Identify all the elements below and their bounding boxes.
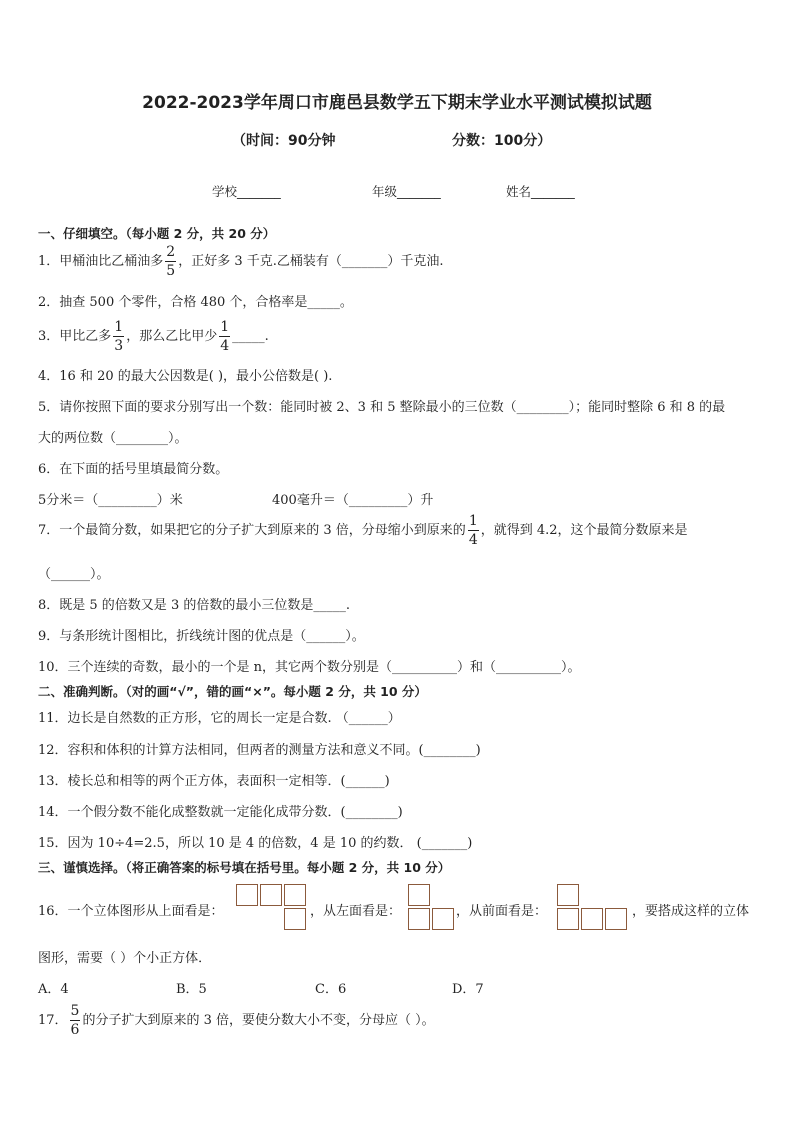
question-10: 10．三个连续的奇数，最小的一个是 n，其它两个数分别是（__________）和（__________）。 — [38, 660, 581, 675]
question-16-text-b: ，从左面看是： — [310, 904, 402, 919]
question-4: 4．16 和 20 的最大公因数是( )，最小公倍数是( ). — [38, 369, 333, 384]
question-1-text-b: ，正好多 3 千克.乙桶装有（_______）千克油. — [178, 254, 444, 269]
exam-score: 分数：100分） — [452, 133, 552, 149]
cube-square — [260, 884, 282, 906]
question-14: 14．一个假分数不能化成整数就一定能化成带分数．(________) — [38, 805, 403, 820]
fraction-1-4 — [219, 320, 230, 353]
fraction-2-5 — [165, 245, 176, 278]
question-5-line-1: 5．请你按照下面的要求分别写出一个数：能同时被 2、3 和 5 整除最小的三位数（________）；能同时整除 6 和 8 的最 — [38, 400, 726, 415]
section-3-heading: 三、谨慎选择。（将正确答案的标号填在括号里。每小题 2 分，共 10 分） — [38, 860, 451, 875]
cube-square — [432, 908, 454, 930]
question-13: 13．棱长总和相等的两个正方体，表面积一定相等．(______) — [38, 774, 390, 789]
question-17-text-a: 17． — [38, 1013, 68, 1028]
section-2-heading: 二、准确判断。（对的画“√”，错的画“×”。每小题 2 分，共 10 分） — [38, 684, 427, 699]
fraction-numerator: 5 — [70, 1003, 80, 1019]
question-7-text-b: ，就得到 4.2，这个最简分数原来是 — [480, 523, 688, 538]
question-3-text-c: _____. — [232, 329, 269, 344]
question-11: 11．边长是自然数的正方形，它的周长一定是合数. （______） — [38, 711, 401, 726]
question-12: 12．容积和体积的计算方法相同，但两者的测量方法和意义不同。(________) — [38, 743, 481, 758]
option-a: A．4 — [38, 982, 69, 997]
left-view-figure — [408, 884, 456, 932]
question-16-text-d: ，要搭成这样的立体 — [632, 904, 750, 919]
question-1-text-a: 1．甲桶油比乙桶油多 — [38, 254, 164, 269]
option-b: B．5 — [176, 982, 207, 997]
option-c: C．6 — [315, 982, 347, 997]
question-16-text-a: 16．一个立体图形从上面看是： — [38, 904, 224, 919]
cube-square — [581, 908, 603, 930]
fraction-numerator: 1 — [114, 319, 124, 335]
fraction-denominator: 6 — [70, 1022, 80, 1038]
question-3-text-a: 3．甲比乙多 — [38, 329, 112, 344]
cube-square — [408, 908, 430, 930]
question-6-part-a: 5分米＝（_________）米 — [38, 493, 183, 508]
fraction-numerator: 2 — [166, 244, 176, 260]
page-title: 2022-2023学年周口市鹿邑县数学五下期末学业水平测试模拟试题 — [142, 93, 652, 113]
option-d: D．7 — [452, 982, 484, 997]
exam-time: （时间：90分钟 — [232, 133, 336, 149]
question-5-line-2: 大的两位数（________）。 — [38, 431, 188, 446]
cube-square — [557, 884, 579, 906]
cube-square — [236, 884, 258, 906]
question-15: 15．因为 10÷4=2.5，所以 10 是 4 的倍数，4 是 10 的约数． (_______) — [38, 836, 473, 851]
question-8: 8．既是 5 的倍数又是 3 的倍数的最小三位数是_____. — [38, 598, 350, 613]
question-2: 2．抽查 500 个零件，合格 480 个，合格率是_____。 — [38, 295, 353, 310]
section-1-heading: 一、仔细填空。（每小题 2 分，共 20 分） — [38, 226, 276, 241]
question-3-text-b: ，那么乙比甲少 — [126, 329, 218, 344]
fraction-1-3 — [113, 320, 124, 353]
question-7-text-a: 7．一个最简分数，如果把它的分子扩大到原来的 3 倍，分母缩小到原来的 — [38, 523, 466, 538]
question-16-text-c: ，从前面看是： — [456, 904, 548, 919]
school-field: 学校_______ — [212, 184, 281, 199]
question-1 — [38, 245, 444, 278]
question-7-line-2: （______）。 — [38, 567, 110, 582]
grade-field: 年级_______ — [372, 184, 441, 199]
cube-square — [408, 884, 430, 906]
question-16-text-e: 图形，需要（ ）个小正方体． — [38, 951, 212, 966]
cube-square — [557, 908, 579, 930]
front-view-figure — [557, 884, 629, 932]
fraction-1-4 — [468, 514, 479, 547]
fraction-numerator: 1 — [468, 513, 478, 529]
fraction-denominator: 4 — [468, 532, 478, 548]
cube-square — [605, 908, 627, 930]
top-view-figure — [236, 884, 308, 932]
question-9: 9．与条形统计图相比，折线统计图的优点是（______）。 — [38, 629, 365, 644]
cube-square — [284, 884, 306, 906]
name-field: 姓名_______ — [506, 184, 575, 199]
fraction-denominator: 3 — [114, 338, 124, 354]
question-3 — [38, 320, 269, 353]
question-17 — [38, 1004, 435, 1037]
cube-square — [284, 908, 306, 930]
fraction-numerator: 1 — [220, 319, 230, 335]
fraction-denominator: 4 — [220, 338, 230, 354]
fraction-denominator: 5 — [166, 263, 176, 279]
question-6-part-b: 400毫升＝（_________）升 — [272, 493, 434, 508]
question-7-line-1 — [38, 514, 688, 547]
question-17-text-b: 的分子扩大到原来的 3 倍，要使分数大小不变，分母应（ ）。 — [82, 1013, 435, 1028]
fraction-5-6 — [70, 1004, 81, 1037]
question-6: 6．在下面的括号里填最简分数。 — [38, 462, 229, 477]
